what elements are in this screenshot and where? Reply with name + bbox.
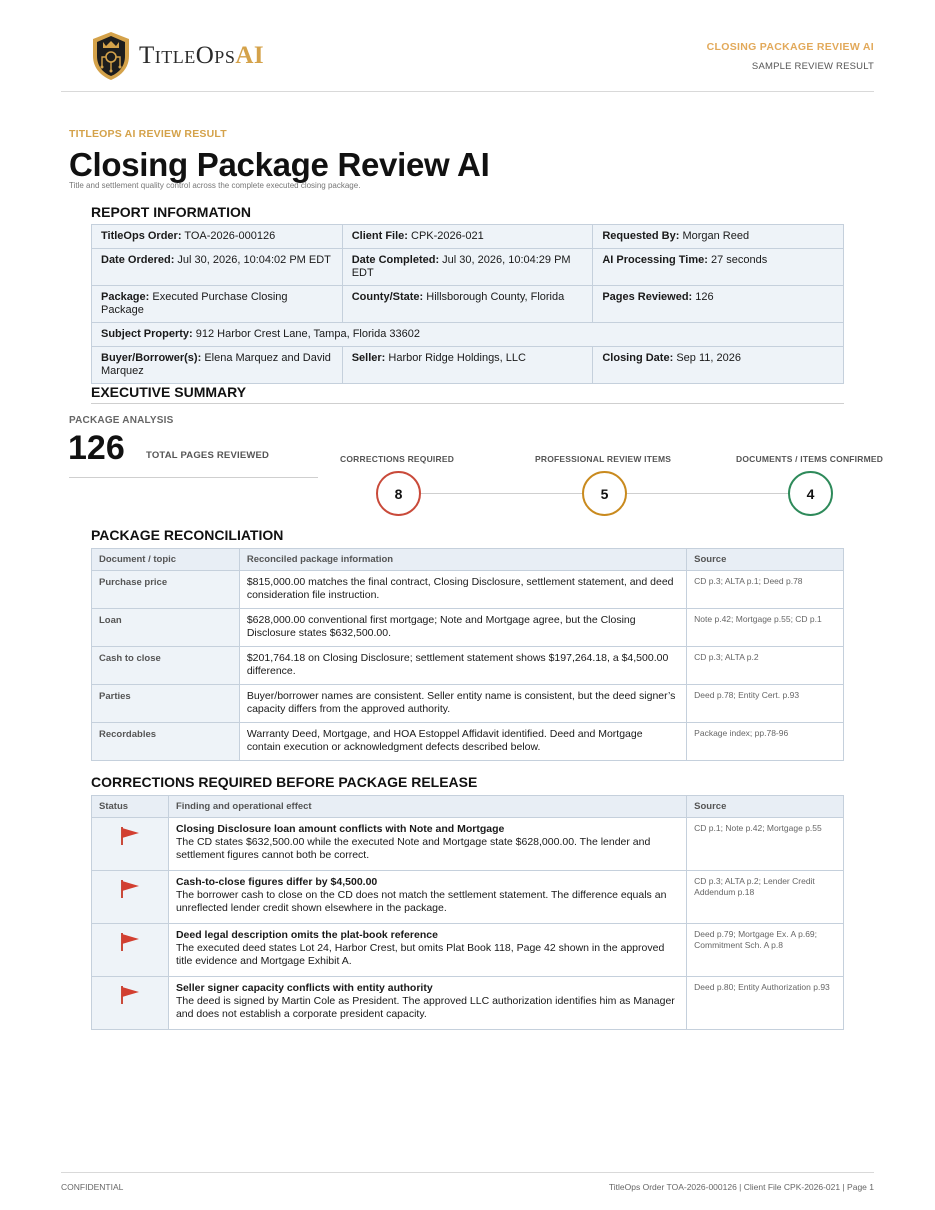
info-cell: $201,764.18 on Closing Disclosure; settlement statement shows $197,264.18, a $4,500.00 difference. [239,647,686,685]
table-row [92,685,844,723]
package-reconciliation-heading: PACKAGE RECONCILIATION [91,527,284,543]
column-header: Source [687,796,844,818]
table-row [92,609,844,647]
footer-page-info: TitleOps Order TOA-2026-000126 | Client File CPK-2026-021 | Page 1 [608,1182,874,1192]
shield-logo-icon [89,30,133,82]
source-cell: Deed p.79; Mortgage Ex. A p.69; Commitment Sch. A p.8 [687,924,844,977]
source-cell: CD p.1; Note p.42; Mortgage p.55 [687,818,844,871]
report-information-table [91,224,844,384]
footer-divider [61,1172,874,1173]
topic-cell: Loan [92,609,240,647]
info-cell: Seller: Harbor Ridge Holdings, LLC [342,347,593,384]
corrections-required-circle: 8 [376,471,421,516]
finding-cell: Closing Disclosure loan amount conflicts with Note and Mortgage The CD states $632,500.00 while the executed Note and Mortgage state $628,000.00. The lender and settlement figures cannot both be correct. [168,818,686,871]
table-row [92,818,844,871]
info-cell: TitleOps Order: TOA-2026-000126 [92,225,343,249]
info-cell: Buyer/Borrower(s): Elena Marquez and David Marquez [92,347,343,384]
documents-confirmed-label: DOCUMENTS / ITEMS CONFIRMED [736,454,884,464]
info-cell: Buyer/borrower names are consistent. Seller entity name is consistent, but the deed signer’s capacity differs from the approved authority. [239,685,686,723]
finding-cell: Cash-to-close figures differ by $4,500.00 The borrower cash to close on the CD does not match the settlement statement. The difference equals an unreflected lender credit shown elsewhere in the package. [168,871,686,924]
metric-connector [421,493,582,494]
corrections-table [91,795,844,1030]
finding-cell: Deed legal description omits the plat-book reference The executed deed states Lot 24, Harbor Crest, but omits Plat Book 118, Page 42 shown in the approved title evidence and Mortgage Exhibit A. [168,924,686,977]
info-cell: AI Processing Time: 27 seconds [593,249,844,286]
divider [91,403,844,404]
table-row [92,347,844,384]
info-cell: Client File: CPK-2026-021 [342,225,593,249]
reconciliation-table [91,548,844,761]
header-title: CLOSING PACKAGE REVIEW AI [706,41,874,53]
table-row [92,225,844,249]
table-row [92,871,844,924]
info-cell: County/State: Hillsborough County, Florida [342,286,593,323]
status-cell [92,818,169,871]
package-analysis-label: PACKAGE ANALYSIS [69,415,174,426]
status-cell [92,871,169,924]
logo-ai-text: AI [235,42,265,69]
column-header: Status [92,796,169,818]
column-header: Document / topic [92,549,240,571]
info-cell: Pages Reviewed: 126 [593,286,844,323]
info-cell: Date Ordered: Jul 30, 2026, 10:04:02 PM EDT [92,249,343,286]
eyebrow-label: TITLEOPS AI REVIEW RESULT [69,128,227,140]
total-pages-number: 126 [68,429,125,467]
source-cell: Package index; pp.78-96 [687,723,844,761]
status-cell [92,924,169,977]
report-information-heading: REPORT INFORMATION [91,204,251,220]
info-cell: Closing Date: Sep 11, 2026 [593,347,844,384]
table-row [92,571,844,609]
status-cell [92,977,169,1030]
divider [69,477,318,478]
info-cell: $815,000.00 matches the final contract, Closing Disclosure, settlement statement, and deed consideration file instruction. [239,571,686,609]
corrections-required-label: CORRECTIONS REQUIRED [340,454,455,464]
logo-brand-text: TitleOps [139,42,236,69]
column-header: Reconciled package information [239,549,686,571]
table-row [92,723,844,761]
table-row [92,323,844,347]
footer-confidential: CONFIDENTIAL [61,1182,124,1192]
professional-review-label: PROFESSIONAL REVIEW ITEMS [535,454,672,464]
table-header-row [92,796,844,818]
red-flag-icon [119,826,141,846]
header-right [707,41,874,72]
topic-cell: Parties [92,685,240,723]
executive-summary-heading: EXECUTIVE SUMMARY [91,384,247,400]
metric-connector [627,493,788,494]
table-row [92,977,844,1030]
corrections-heading: CORRECTIONS REQUIRED BEFORE PACKAGE RELEASE [91,774,478,790]
logo-wordmark [139,42,264,70]
page-header [61,26,874,92]
column-header: Finding and operational effect [168,796,686,818]
table-row [92,249,844,286]
source-cell: CD p.3; ALTA p.1; Deed p.78 [687,571,844,609]
header-subtitle: SAMPLE REVIEW RESULT [751,61,874,72]
info-cell: $628,000.00 conventional first mortgage; Note and Mortgage agree, but the Closing Disclosure states $632,500.00. [239,609,686,647]
professional-review-circle: 5 [582,471,627,516]
red-flag-icon [119,985,141,1005]
topic-cell: Cash to close [92,647,240,685]
source-cell: CD p.3; ALTA p.2 [687,647,844,685]
info-cell: Subject Property: 912 Harbor Crest Lane, Tampa, Florida 33602 [92,323,844,347]
total-pages-label: TOTAL PAGES REVIEWED [146,450,270,461]
source-cell: Deed p.78; Entity Cert. p.93 [687,685,844,723]
titleops-logo [89,30,264,82]
red-flag-icon [119,932,141,952]
info-cell: Package: Executed Purchase Closing Package [92,286,343,323]
topic-cell: Recordables [92,723,240,761]
page-title: Closing Package Review AI [69,146,490,183]
source-cell: CD p.3; ALTA p.2; Lender Credit Addendum p.18 [687,871,844,924]
table-row [92,647,844,685]
red-flag-icon [119,879,141,899]
source-cell: Deed p.80; Entity Authorization p.93 [687,977,844,1030]
column-header: Source [687,549,844,571]
info-cell: Requested By: Morgan Reed [593,225,844,249]
info-cell: Warranty Deed, Mortgage, and HOA Estoppel Affidavit identified. Deed and Mortgage contain execution or acknowledgment defects described below. [239,723,686,761]
finding-cell: Seller signer capacity conflicts with entity authority The deed is signed by Martin Cole as President. The approved LLC authorization identifies him as Manager and does not establish a corporate president capacity. [168,977,686,1030]
info-cell: Date Completed: Jul 30, 2026, 10:04:29 PM EDT [342,249,593,286]
documents-confirmed-circle: 4 [788,471,833,516]
table-row [92,286,844,323]
source-cell: Note p.42; Mortgage p.55; CD p.1 [687,609,844,647]
table-row [92,924,844,977]
page-subtitle: Title and settlement quality control across the complete executed closing package. [69,181,361,190]
topic-cell: Purchase price [92,571,240,609]
table-header-row [92,549,844,571]
